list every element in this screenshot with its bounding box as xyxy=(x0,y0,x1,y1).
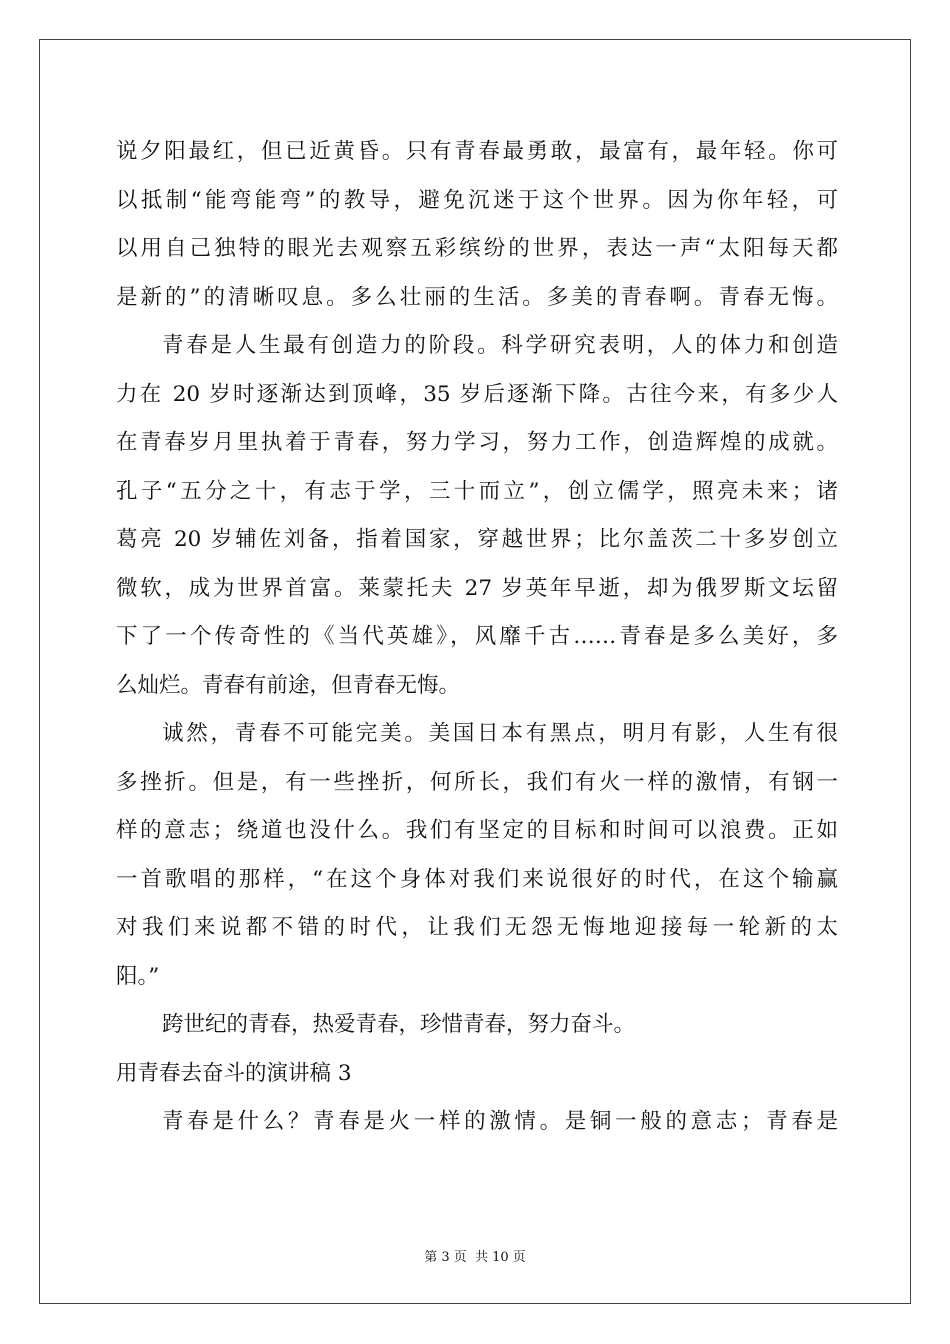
text-line: 对我们来说都不错的时代，让我们无怨无悔地迎接每一轮新的太 xyxy=(116,915,838,940)
text-line: 力在 20 岁时逐渐达到顶峰，35 岁后逐渐下降。古往今来，有多少人 xyxy=(116,381,838,407)
text-line: 孔子“五分之十，有志于学，三十而立”，创立儒学，照亮未来；诸 xyxy=(116,478,838,504)
page-number: 第 3 页 xyxy=(424,1250,467,1265)
page-total: 共 10 页 xyxy=(474,1250,526,1265)
text-line: 么灿烂。青春有前途，但青春无悔。 xyxy=(116,672,461,698)
text-line: 说夕阳最红，但已近黄昏。只有青春最勇敢，最富有，最年轻。你可 xyxy=(116,139,838,164)
text-line: 跨世纪的青春，热爱青春，珍惜青春，努力奋斗。 xyxy=(162,1012,636,1037)
text-line: 青春是人生最有创造力的阶段。科学研究表明，人的体力和创造 xyxy=(162,333,838,358)
paragraph-5 xyxy=(116,1098,838,1147)
page-footer xyxy=(0,1246,950,1265)
text-line: 诚然，青春不可能完美。美国日本有黑点，明月有影，人生有很 xyxy=(162,721,838,746)
paragraph-1 xyxy=(116,128,838,322)
text-line: 以用自己独特的眼光去观察五彩缤纷的世界，表达一声“太阳每天都 xyxy=(116,236,838,261)
paragraph-3 xyxy=(116,710,838,1001)
text-line: 多挫折。但是，有一些挫折，何所长，我们有火一样的激情，有钢一 xyxy=(116,769,838,795)
text-line: 是新的”的清晰叹息。多么壮丽的生活。多美的青春啊。青春无悔。 xyxy=(116,284,838,310)
text-line: 以抵制“能弯能弯”的教导，避免沉迷于这个世界。因为你年轻，可 xyxy=(116,187,838,213)
document-body xyxy=(116,128,838,1147)
text-line: 青春是什么？青春是火一样的激情。是铜一般的意志；青春是 xyxy=(162,1109,838,1134)
text-line: 阳。” xyxy=(116,963,160,989)
paragraph-2 xyxy=(116,322,838,710)
paragraph-4 xyxy=(116,1001,838,1050)
text-line: 在青春岁月里执着于青春，努力学习，努力工作，创造辉煌的成就。 xyxy=(116,430,838,455)
text-line: 一首歌唱的那样，“在这个身体对我们来说很好的时代，在这个输赢 xyxy=(116,866,838,892)
section-heading: 用青春去奋斗的演讲稿 3 xyxy=(116,1060,352,1086)
text-line: 微软，成为世界首富。莱蒙托夫 27 岁英年早逝，却为俄罗斯文坛留 xyxy=(116,575,838,601)
text-line: 下了一个传奇性的《当代英雄》，风靡千古……青春是多么美好，多 xyxy=(116,624,838,649)
text-line: 样的意志；绕道也没什么。我们有坚定的目标和时间可以浪费。正如 xyxy=(116,818,838,843)
text-line: 葛亮 20 岁辅佐刘备，指着国家，穿越世界；比尔盖茨二十多岁创立 xyxy=(116,527,838,552)
